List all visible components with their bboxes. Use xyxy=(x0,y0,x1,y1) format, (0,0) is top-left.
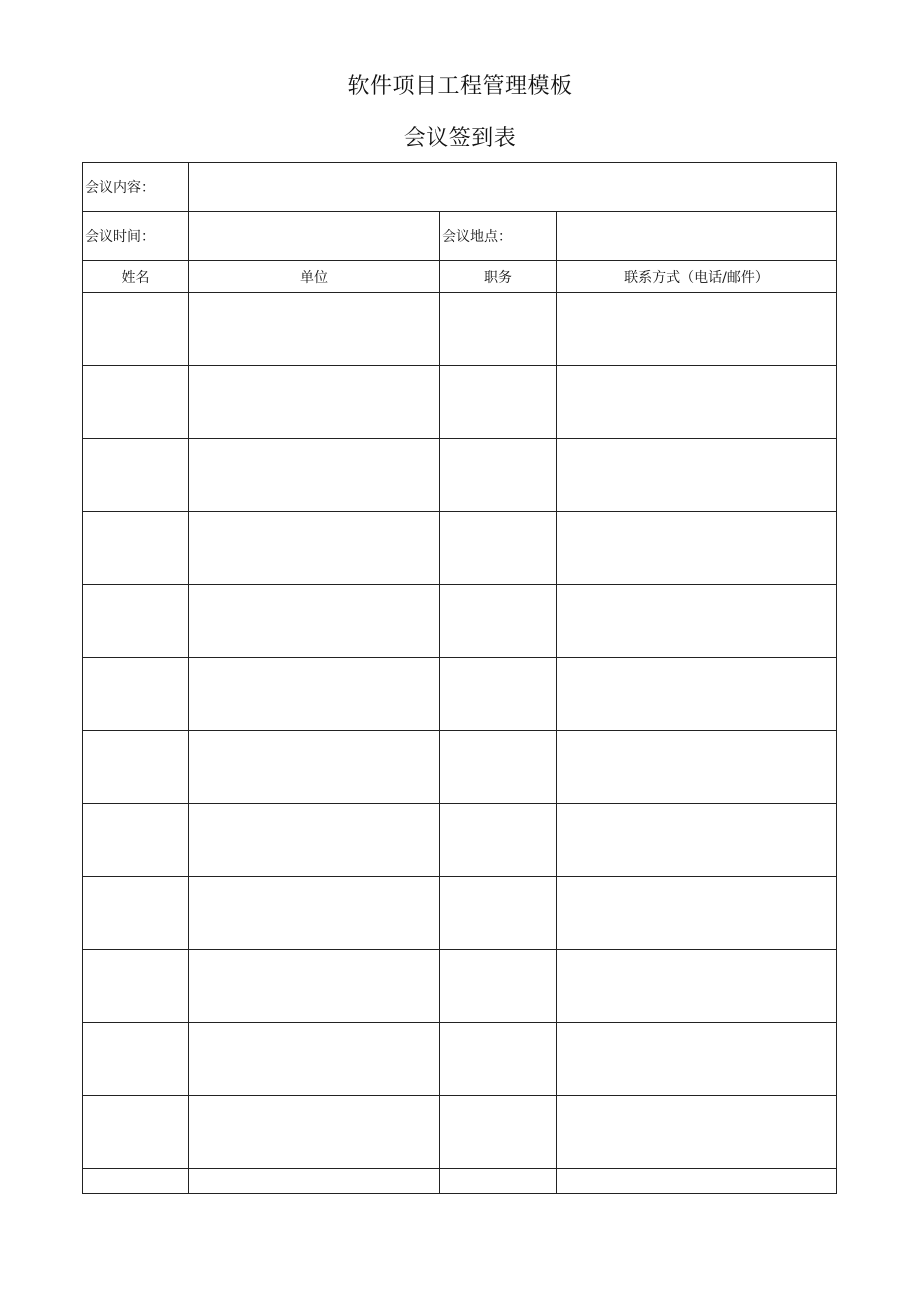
organization-cell[interactable] xyxy=(189,1023,440,1096)
position-cell[interactable] xyxy=(440,293,557,366)
header-contact: 联系方式（电话/邮件） xyxy=(557,261,837,293)
name-cell[interactable] xyxy=(83,950,189,1023)
position-cell[interactable] xyxy=(440,512,557,585)
contact-cell[interactable] xyxy=(557,512,837,585)
name-cell[interactable] xyxy=(83,731,189,804)
organization-cell[interactable] xyxy=(189,804,440,877)
name-cell[interactable] xyxy=(83,877,189,950)
document-subtitle: 会议签到表 xyxy=(403,126,517,151)
name-cell[interactable] xyxy=(83,658,189,731)
table-row xyxy=(83,1096,837,1169)
name-cell[interactable] xyxy=(83,1023,189,1096)
sign-in-table xyxy=(82,162,837,1194)
meeting-location-field[interactable] xyxy=(557,212,837,261)
table-row xyxy=(83,731,837,804)
table-row xyxy=(83,512,837,585)
meeting-content-row xyxy=(83,163,837,212)
position-cell[interactable] xyxy=(440,877,557,950)
table-row xyxy=(83,1169,837,1194)
contact-cell[interactable] xyxy=(557,950,837,1023)
table-row xyxy=(83,804,837,877)
contact-cell[interactable] xyxy=(557,439,837,512)
position-cell[interactable] xyxy=(440,731,557,804)
organization-cell[interactable] xyxy=(189,950,440,1023)
organization-cell[interactable] xyxy=(189,512,440,585)
position-cell[interactable] xyxy=(440,950,557,1023)
contact-cell[interactable] xyxy=(557,366,837,439)
contact-cell[interactable] xyxy=(557,585,837,658)
contact-cell[interactable] xyxy=(557,877,837,950)
organization-cell[interactable] xyxy=(189,731,440,804)
position-cell[interactable] xyxy=(440,585,557,658)
table-row xyxy=(83,1023,837,1096)
organization-cell[interactable] xyxy=(189,1169,440,1194)
name-cell[interactable] xyxy=(83,1096,189,1169)
header-organization: 单位 xyxy=(189,261,440,293)
name-cell[interactable] xyxy=(83,585,189,658)
table-row xyxy=(83,585,837,658)
name-cell[interactable] xyxy=(83,366,189,439)
contact-cell[interactable] xyxy=(557,658,837,731)
name-cell[interactable] xyxy=(83,804,189,877)
organization-cell[interactable] xyxy=(189,1096,440,1169)
contact-cell[interactable] xyxy=(557,804,837,877)
organization-cell[interactable] xyxy=(189,658,440,731)
name-cell[interactable] xyxy=(83,1169,189,1194)
contact-cell[interactable] xyxy=(557,1096,837,1169)
contact-cell[interactable] xyxy=(557,293,837,366)
table-row xyxy=(83,293,837,366)
position-cell[interactable] xyxy=(440,1169,557,1194)
meeting-location-label: 会议地点： xyxy=(440,212,557,261)
name-cell[interactable] xyxy=(83,293,189,366)
name-cell[interactable] xyxy=(83,439,189,512)
meeting-content-label: 会议内容： xyxy=(83,163,189,212)
meeting-time-label: 会议时间： xyxy=(83,212,189,261)
position-cell[interactable] xyxy=(440,1023,557,1096)
meeting-content-field[interactable] xyxy=(189,163,837,212)
position-cell[interactable] xyxy=(440,1096,557,1169)
name-cell[interactable] xyxy=(83,512,189,585)
position-cell[interactable] xyxy=(440,658,557,731)
contact-cell[interactable] xyxy=(557,1023,837,1096)
document-title: 软件项目工程管理模板 xyxy=(347,74,573,99)
organization-cell[interactable] xyxy=(189,366,440,439)
table-row xyxy=(83,439,837,512)
meeting-time-location-row xyxy=(83,212,837,261)
position-cell[interactable] xyxy=(440,804,557,877)
contact-cell[interactable] xyxy=(557,731,837,804)
table-row xyxy=(83,366,837,439)
table-row xyxy=(83,950,837,1023)
table-header-row xyxy=(83,261,837,293)
header-position: 职务 xyxy=(440,261,557,293)
organization-cell[interactable] xyxy=(189,293,440,366)
table-row xyxy=(83,658,837,731)
header-name: 姓名 xyxy=(83,261,189,293)
position-cell[interactable] xyxy=(440,366,557,439)
table-row xyxy=(83,877,837,950)
position-cell[interactable] xyxy=(440,439,557,512)
organization-cell[interactable] xyxy=(189,439,440,512)
organization-cell[interactable] xyxy=(189,877,440,950)
organization-cell[interactable] xyxy=(189,585,440,658)
meeting-time-field[interactable] xyxy=(189,212,440,261)
contact-cell[interactable] xyxy=(557,1169,837,1194)
